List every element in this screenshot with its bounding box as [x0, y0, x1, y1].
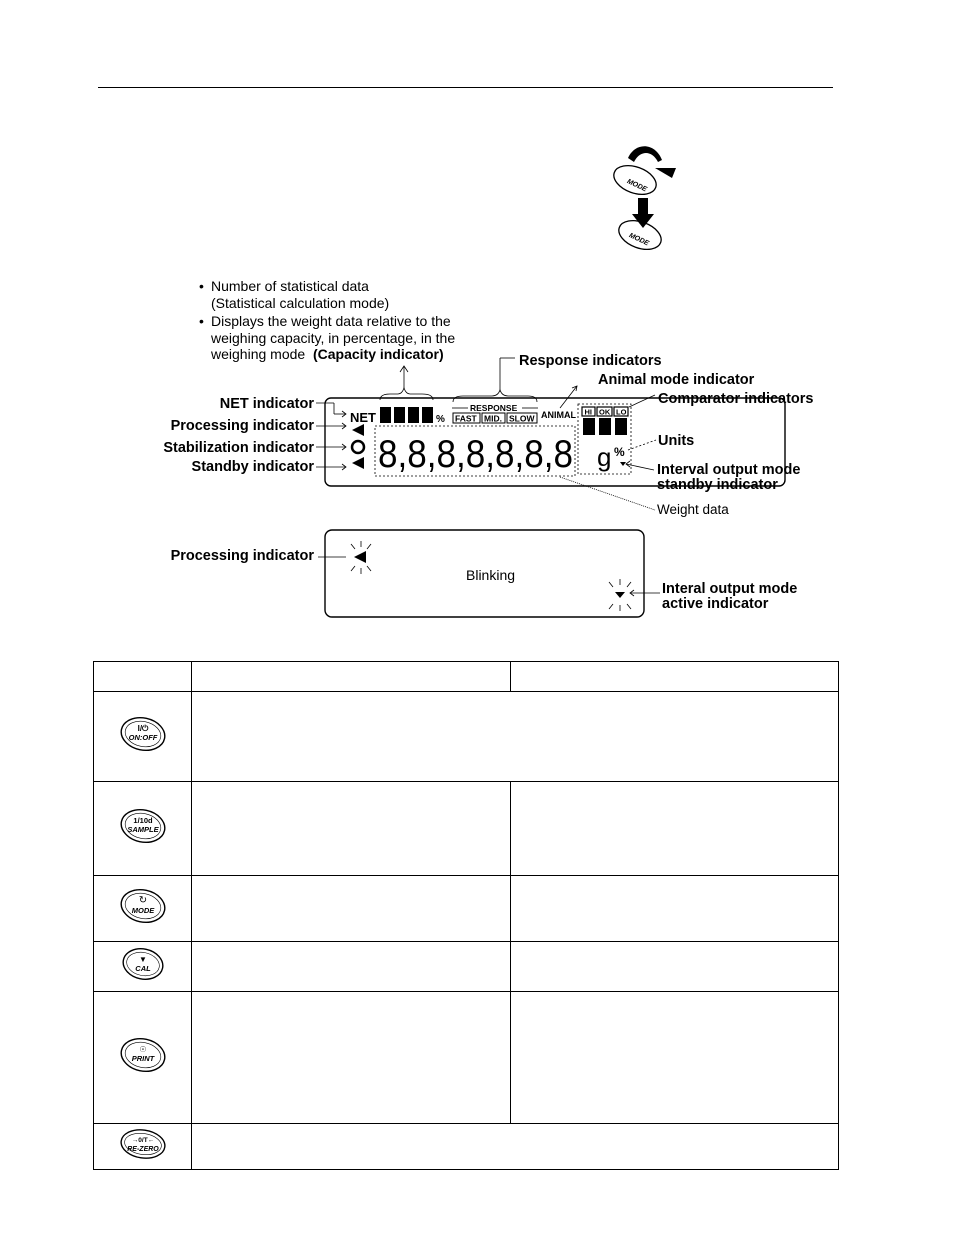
re-zero-key-symbol: →0/T←: [131, 1137, 154, 1144]
table-row: [94, 782, 839, 876]
sample-desc-2: [511, 782, 839, 876]
on-off-key[interactable]: [113, 709, 173, 759]
curved-arrow-icon: [628, 146, 662, 162]
lcd-unit-pct: %: [614, 445, 625, 459]
lcd-response-title: RESPONSE: [470, 403, 518, 413]
lcd-slow: SLOW: [509, 413, 535, 424]
table-row: [94, 992, 839, 1124]
cal-desc-1: [192, 942, 511, 992]
key-cell: [94, 992, 192, 1124]
on-off-key-label: ON:OFF: [128, 733, 157, 742]
label-interval-standby-2: standby indicator: [657, 477, 778, 493]
mode-key-1: [610, 160, 660, 199]
note-line-3: Displays the weight data relative to the: [211, 313, 451, 329]
label-interval-active-1: Interal output mode: [662, 581, 798, 597]
cal-key-label: CAL: [134, 964, 151, 973]
cal-desc-2: [511, 942, 839, 992]
label-units: Units: [658, 433, 695, 449]
label-interval-active-2: active indicator: [662, 596, 769, 612]
lcd-fast: FAST: [455, 413, 477, 424]
label-blink-processing: Processing indicator: [170, 548, 314, 564]
arrow-head-icon: [655, 168, 676, 178]
table-row: [94, 876, 839, 942]
label-interval-standby-1: Interval output mode: [657, 462, 801, 478]
mode-key[interactable]: [113, 881, 173, 931]
label-response-indicators: Response indicators: [519, 353, 662, 369]
key-cell: [94, 942, 192, 992]
re-zero-key[interactable]: [113, 1124, 173, 1164]
key-cell: [94, 876, 192, 942]
note-line-1: Number of statistical data: [211, 278, 369, 294]
mode-key-label: MODE: [131, 906, 154, 915]
key-function-table: [93, 661, 839, 1170]
label-stabilization: Stabilization indicator: [163, 440, 314, 456]
print-desc-1: [192, 992, 511, 1124]
mode-key-2-label: MODE: [627, 232, 650, 248]
print-key-label: PRINT: [131, 1054, 154, 1063]
note-line-4: weighing capacity, in percentage, in the: [211, 329, 456, 346]
label-net: NET indicator: [219, 396, 314, 412]
print-key-symbol: ☉: [138, 1045, 147, 1054]
sample-key[interactable]: [113, 801, 173, 851]
note-line-5: weighing mode: [211, 346, 306, 362]
table-row: [94, 1124, 839, 1170]
lcd-net: NET: [350, 410, 376, 425]
lcd-unit-g: g: [597, 442, 612, 472]
header-rule: [98, 87, 833, 88]
label-standby: Standby indicator: [191, 459, 314, 475]
sample-key-symbol: 1/10d: [132, 816, 153, 825]
mode-key-1-label: MODE: [625, 178, 648, 194]
capacity-percent: %: [436, 414, 445, 425]
header-cell-2: [511, 662, 839, 692]
note-bullet-2: • Displays the weight data relative to the weighing capacity, in percentage, in the weighing mode (Capacity indicator): [199, 313, 456, 362]
on-off-desc: [192, 692, 839, 782]
header-cell-key: [94, 662, 192, 692]
on-off-key-symbol: I/⏻: [137, 724, 148, 733]
label-comparator: Comparator indicators: [658, 391, 814, 407]
header-cell-1: [192, 662, 511, 692]
capacity-indicator-label: (Capacity indicator): [312, 346, 444, 362]
lcd-animal: ANIMAL: [541, 410, 576, 420]
mode-desc-1: [192, 876, 511, 942]
label-weight-data: Weight data: [657, 502, 729, 517]
print-desc-2: [511, 992, 839, 1124]
label-processing: Processing indicator: [170, 418, 314, 434]
lcd-digits: 8,8,8,8,8,8,8: [378, 433, 573, 476]
table-header-row: [94, 662, 839, 692]
note-bullet-1: • Number of statistical data (Statistical calculation mode): [199, 278, 390, 311]
re-zero-key-label: RE-ZERO: [126, 1146, 159, 1153]
re-zero-desc: [192, 1124, 839, 1170]
cal-key-symbol: ▼: [138, 955, 147, 964]
mode-key-illustration: [600, 140, 690, 255]
lcd-hi: HI: [584, 407, 592, 417]
label-animal-mode: Animal mode indicator: [598, 372, 755, 388]
lcd-ok: OK: [599, 407, 611, 417]
table-row: [94, 942, 839, 992]
note-line-2: (Statistical calculation mode): [211, 294, 390, 311]
cal-key[interactable]: [113, 942, 173, 986]
print-key[interactable]: [113, 1030, 173, 1080]
sample-desc-1: [192, 782, 511, 876]
mode-desc-2: [511, 876, 839, 942]
mode-key-symbol: ↻: [138, 895, 147, 906]
table-row: [94, 692, 839, 782]
lcd-lo: LO: [616, 407, 627, 417]
label-blinking: Blinking: [466, 567, 516, 583]
key-cell: [94, 1124, 192, 1170]
lcd-mid: MID.: [484, 413, 502, 424]
key-cell: [94, 692, 192, 782]
sample-key-label: SAMPLE: [126, 825, 159, 834]
key-cell: [94, 782, 192, 876]
